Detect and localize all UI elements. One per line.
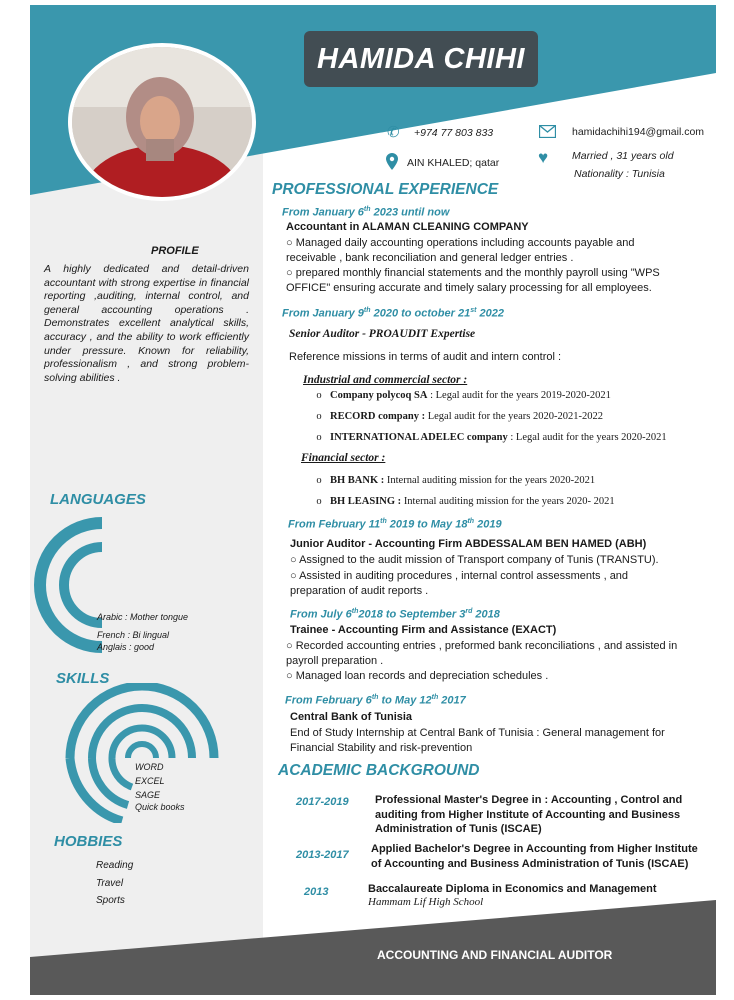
skill-quickbooks: Quick books (135, 802, 185, 812)
job2-intro: Reference missions in terms of audit and intern control : (289, 351, 562, 363)
bullet: o (316, 390, 322, 401)
email-address: hamidachihi194@gmail.com (572, 126, 705, 138)
language-french: French : Bi lingual (97, 630, 170, 640)
job2-role: Senior Auditor - PROAUDIT Expertise (289, 328, 476, 340)
job5-date: From February 6th to May 12th 2017 (285, 694, 466, 707)
academic-year-1: 2017-2019 (296, 796, 349, 808)
academic-year-3: 2013 (304, 886, 329, 898)
academic-degree-2: Applied Bachelor's Degree in Accounting from Higher Institute of Accounting and Business Administration of Tunis (ISCAE) (371, 843, 698, 870)
experience-title: PROFESSIONAL EXPERIENCE (272, 181, 499, 198)
academic-degree-3: Baccalaureate Diploma in Economics and Management (368, 883, 657, 895)
location-pin-icon (386, 153, 398, 170)
academic-title: ACADEMIC BACKGROUND (278, 762, 480, 779)
audit-item-record: o RECORD company : Legal audit for the years 2020-2021-2022 (308, 409, 603, 424)
bullet: o (316, 432, 322, 443)
nationality: Nationality : Tunisia (574, 168, 665, 180)
academic-degree-1: Professional Master's Degree in : Accounting , Control and auditing from Higher Institute of Accounting and Business Administration of Tunis (ISCAE) (375, 794, 683, 835)
job1-bullet-2: ○ prepared monthly financial statements and the monthly payroll using "WPS OFFICE" ensuring accurate and timely salary processing for all employees. (286, 267, 660, 294)
profile-photo (68, 43, 256, 201)
job5-description: End of Study Internship at Central Bank of Tunisia : General management for Financial Stability and risk-prevention (290, 727, 665, 754)
candidate-name: HAMIDA CHIHI (304, 31, 538, 87)
financial-sector-title: Financial sector : (301, 452, 386, 464)
job3-date: From February 11th 2019 to May 18th 2019 (288, 518, 502, 531)
job1-bullet-1: ○ Managed daily accounting operations including accounts payable and receivable , bank reconciliation and general ledger entries . (286, 237, 635, 264)
hobby-sports: Sports (96, 895, 125, 906)
job2-date: From January 9th 2020 to october 21st 2022 (282, 307, 504, 320)
job3-bullet-2: ○ Assisted in auditing procedures , internal control assessments , and preparation of audit reports . (290, 570, 629, 597)
academic-school-3: Hammam Lif High School (368, 896, 484, 908)
job5-role: Central Bank of Tunisia (290, 711, 413, 723)
languages-title: LANGUAGES (50, 491, 146, 508)
hobby-reading: Reading (96, 860, 134, 871)
job4-bullet-2: ○ Managed loan records and depreciation schedules . (286, 670, 549, 682)
job4-role: Trainee - Accounting Firm and Assistance (EXACT) (290, 624, 557, 636)
footer-band (30, 895, 716, 995)
email-icon (539, 125, 556, 138)
language-english: Anglais : good (97, 642, 155, 652)
job3-role: Junior Auditor - Accounting Firm ABDESSALAM BEN HAMED (ABH) (290, 538, 647, 550)
resume-page (30, 5, 716, 995)
audit-item-bh-leasing: o BH LEASING : Internal auditing mission for the years 2020- 2021 (308, 494, 615, 509)
hobby-travel: Travel (96, 878, 124, 889)
phone-icon: ✆ (387, 124, 400, 141)
audit-item-adelec: o INTERNATIONAL ADELEC company : Legal audit for the years 2020-2021 (308, 430, 667, 445)
job1-date: From January 6th 2023 until now (282, 206, 450, 219)
job3-bullet-1: ○ Assigned to the audit mission of Transport company of Tunis (TRANSTU). (290, 554, 659, 566)
hobbies-title: HOBBIES (54, 833, 123, 850)
profile-title: PROFILE (151, 245, 199, 257)
bullet: o (316, 411, 322, 422)
audit-item-bh-bank: o BH BANK : Internal auditing mission for the years 2020-2021 (308, 473, 595, 488)
skill-word: WORD (135, 762, 164, 772)
skill-excel: EXCEL (135, 776, 165, 786)
job1-role: Accountant in ALAMAN CLEANING COMPANY (286, 221, 529, 233)
industrial-sector-title: Industrial and commercial sector : (303, 374, 468, 386)
address: AIN KHALED; qatar (407, 157, 500, 169)
marital-status: Married , 31 years old (572, 150, 674, 162)
phone-number: +974 77 803 833 (414, 127, 494, 139)
job-title-footer: ACCOUNTING AND FINANCIAL AUDITOR (377, 948, 613, 962)
profile-text: A highly dedicated and detail-driven accountant with strong expertise in financial reporting ,auditing, internal control, and general accounting operations . Demonstrates excellent analytical skills, accuracy , and the ability to work efficiently under pressure. Known for reliability, professionalism , and strong problem-solving abilities . (44, 263, 249, 384)
skill-sage: SAGE (135, 790, 161, 800)
job4-date: From July 6th2018 to September 3rd 2018 (290, 608, 500, 621)
bullet: o (316, 475, 322, 486)
skills-title: SKILLS (56, 670, 110, 687)
audit-item-polycoq: o Company polycoq SA : Legal audit for the years 2019-2020-2021 (308, 388, 611, 403)
heart-icon: ♥ (538, 148, 549, 167)
academic-year-2: 2013-2017 (296, 849, 349, 861)
job4-bullet-1: ○ Recorded accounting entries , preformed bank reconciliations , and assisted in payroll preparation . (286, 640, 678, 667)
bullet: o (316, 496, 322, 507)
language-arabic: Arabic : Mother tongue (97, 612, 189, 622)
